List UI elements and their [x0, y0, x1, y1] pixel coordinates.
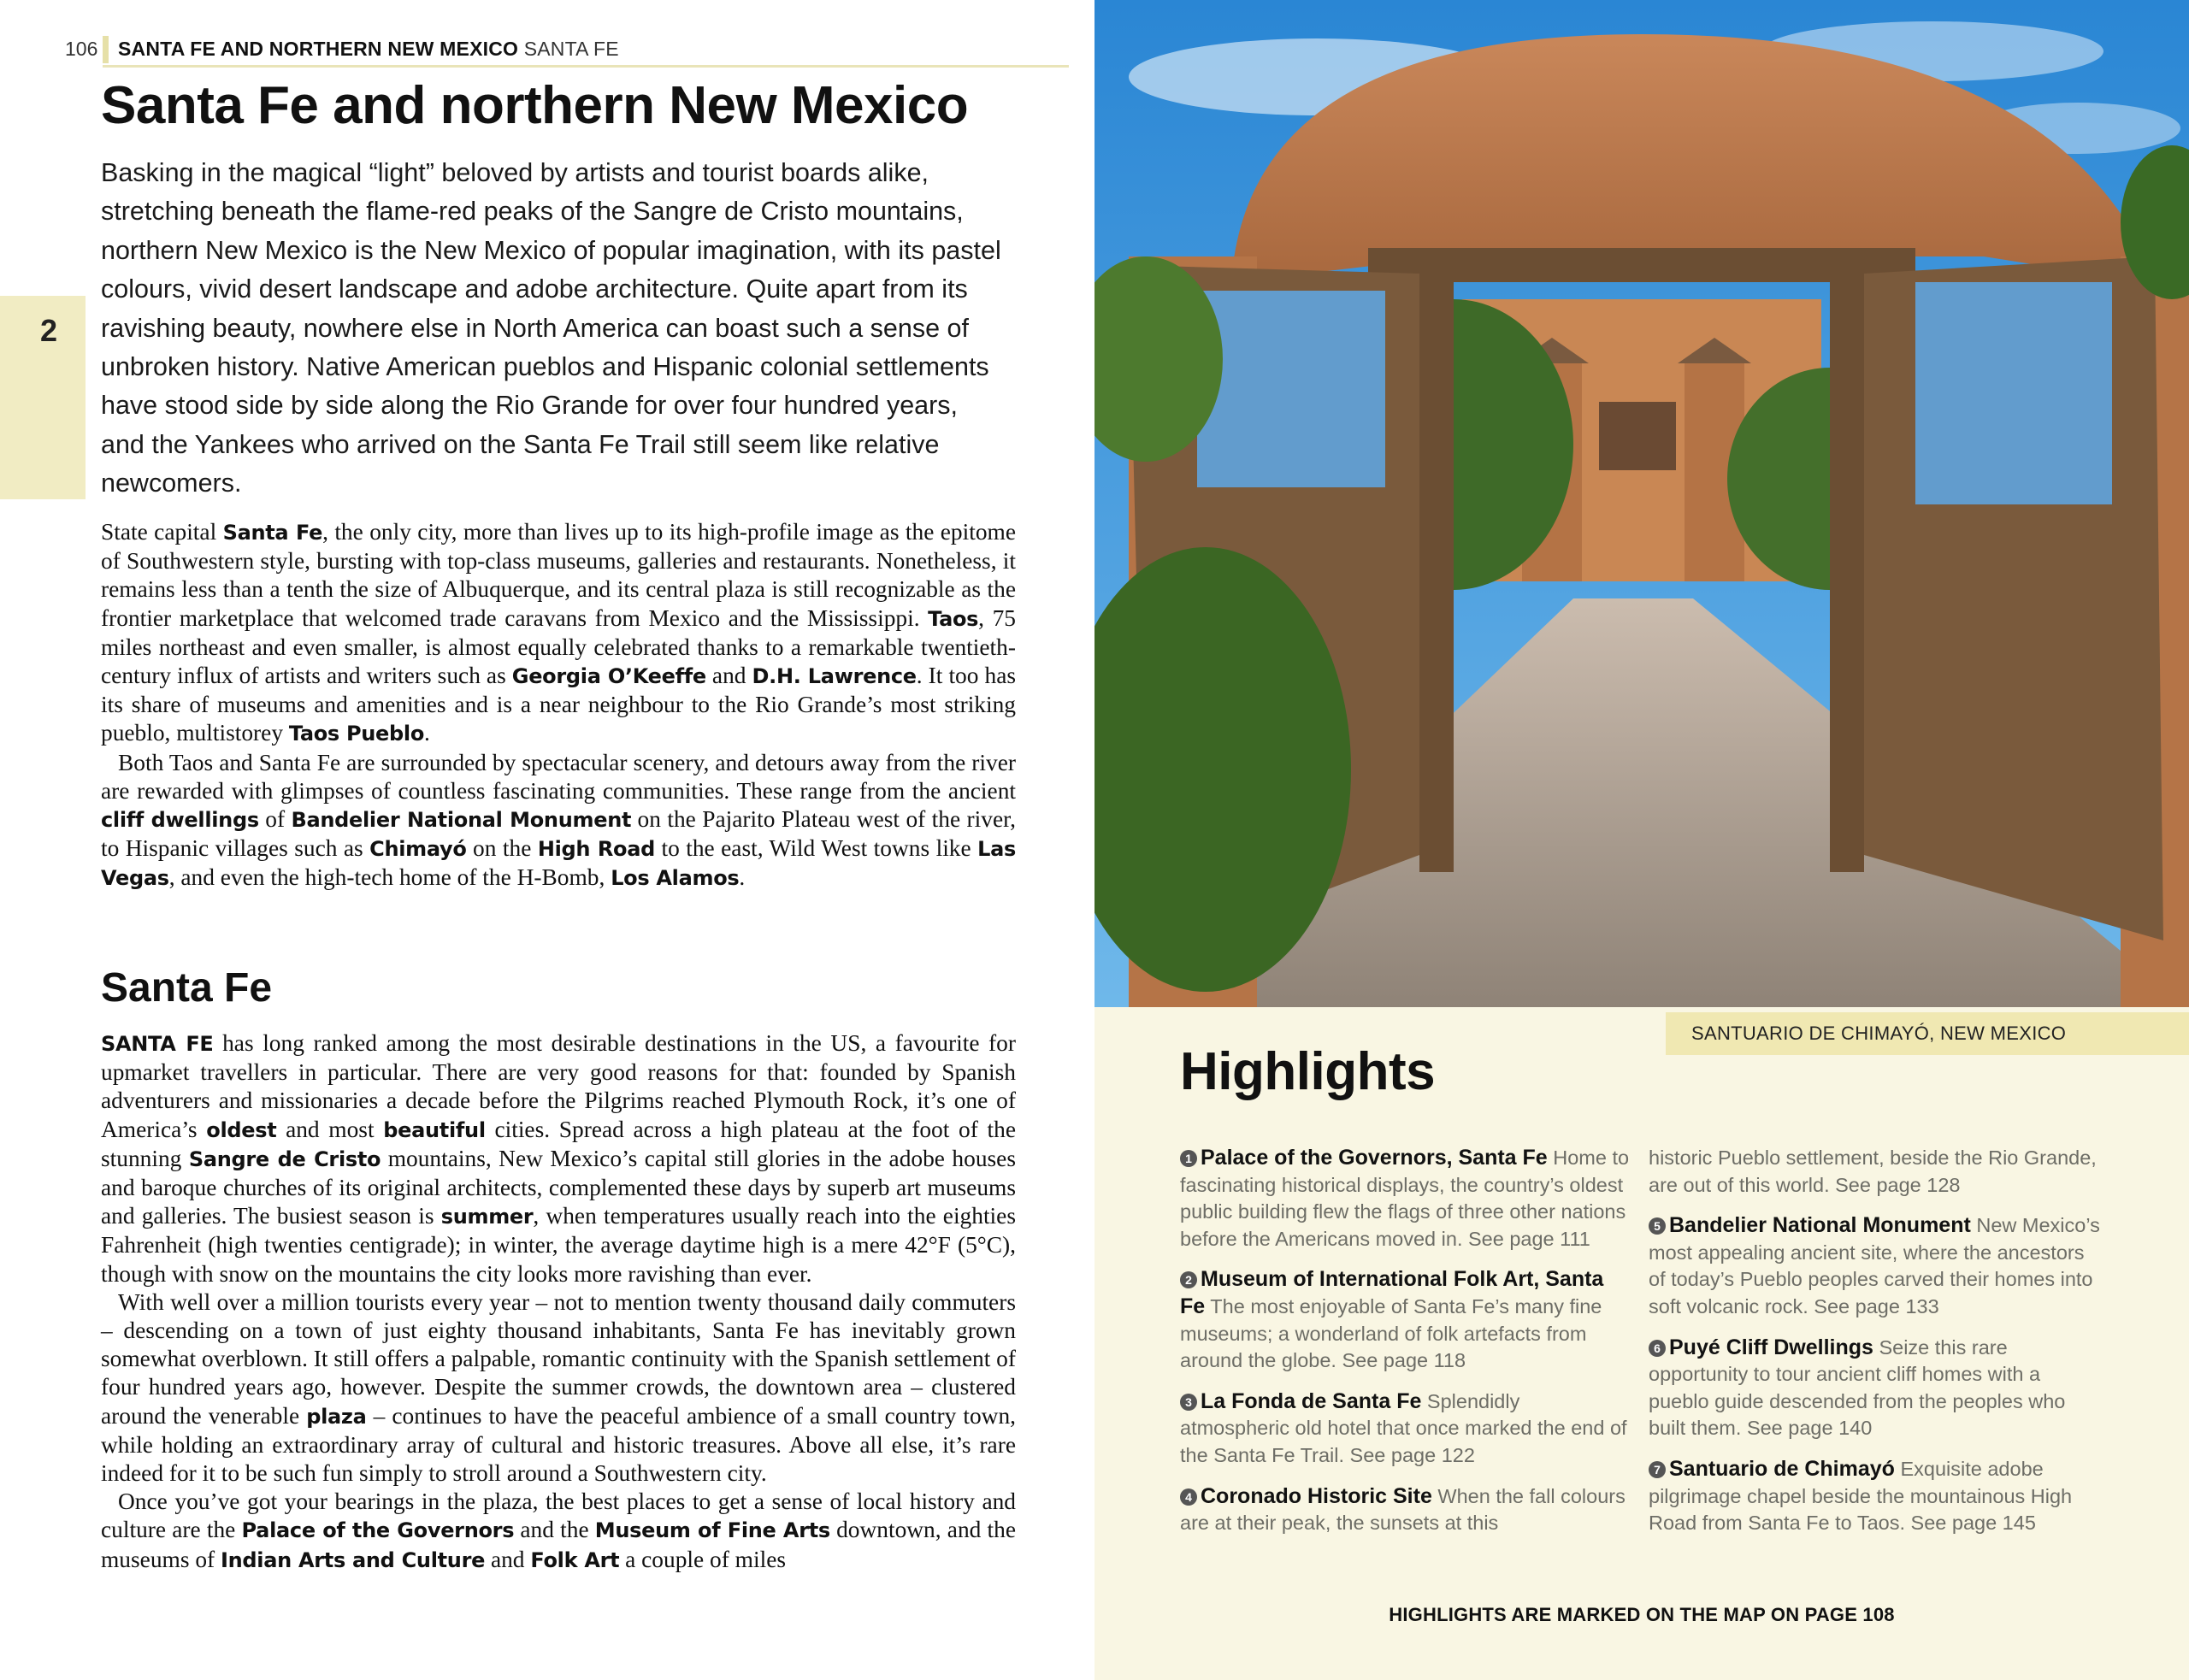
- bold-term: Folk Art: [530, 1547, 620, 1572]
- highlight-name: La Fonda de Santa Fe: [1201, 1388, 1422, 1413]
- bold-term: cliff dwellings: [101, 808, 259, 833]
- highlight-number-6-icon: 6: [1649, 1340, 1666, 1357]
- running-head-title: [118, 38, 619, 61]
- photo-caption-bar: [1666, 1012, 2189, 1055]
- bold-term: beautiful: [383, 1117, 486, 1142]
- highlight-number-1-icon: 1: [1180, 1150, 1197, 1167]
- highlight-number-7-icon: 7: [1649, 1461, 1666, 1478]
- bold-term: SANTA FE: [101, 1032, 214, 1056]
- highlights-column-2: [1649, 1145, 2102, 1551]
- highlight-name: Santuario de Chimayó: [1669, 1456, 1895, 1481]
- highlight-item-4-continued: historic Pueblo settlement, beside the Rio Grande, are out of this world. See page 128: [1649, 1147, 2097, 1196]
- highlight-description: Home to fascinating historical displays, the country’s oldest public building flew the flags of three other nations before the Americans moved in. See page 111: [1180, 1147, 1630, 1250]
- bold-term: Palace of the Governors: [241, 1518, 515, 1543]
- bold-term: Indian Arts and Culture: [221, 1547, 486, 1572]
- photo-illustration: [1094, 0, 2189, 1007]
- running-head-subsection: SANTA FE: [523, 38, 619, 60]
- bold-term: Sangre de Cristo: [188, 1147, 381, 1171]
- highlights-column-1: [1180, 1145, 1633, 1551]
- highlight-description: The most enjoyable of Santa Fe’s many fine museums; a wonderland of folk artefacts from around the globe. See page 118: [1180, 1294, 1602, 1372]
- highlight-item-7: [1649, 1456, 2102, 1537]
- body-text-intro: [101, 518, 1016, 893]
- highlight-description: Splendidly atmospheric old hotel that once marked the end of the Santa Fe Trail. See page 122: [1180, 1389, 1627, 1466]
- bold-term: Los Alamos: [611, 866, 740, 891]
- gate-window-right: [1915, 282, 2112, 504]
- gate-lintel: [1368, 248, 1915, 282]
- highlight-name: Coronado Historic Site: [1201, 1483, 1432, 1508]
- chapter-tab: [0, 296, 86, 499]
- highlight-name: Museum of International Folk Art, Santa Fe: [1180, 1267, 1604, 1318]
- right-page: [1094, 0, 2189, 1680]
- bold-term: Georgia O’Keeffe: [511, 664, 706, 689]
- body-paragraph: Both Taos and Santa Fe are surrounded by spectacular scenery, and detours away from the river are rewarded with glimpses of countless fascinating communities. These range from the ancient cliff dwellings of Bandelier National Monument on the Pajarito Plateau west of the river, to Hispanic villages such as Chimayó on the High Road to the east, Wild West towns like Las Vegas, and even the high-tech home of the H-Bomb, Los Alamos.: [101, 749, 1016, 891]
- body-paragraph: State capital Santa Fe, the only city, more than lives up to its high-profile image as the epitome of Southwestern style, bursting with top-class museums, galleries and restaurants. Nonetheless, it remains less than a tenth the size of Albuquerque, and its central plaza is still recognizable as the frontier marketplace that welcomed trade caravans from Mexico and the Mississippi. Taos, 75 miles northeast and even smaller, is almost equally celebrated thanks to a remarkable twentieth-century influx of artists and writers such as Georgia O’Keeffe and D.H. Lawrence. It too has its share of museums and amenities and is a near neighbour to the Rio Grande’s most striking pueblo, multistorey Taos Pueblo.: [101, 519, 1017, 746]
- body-paragraph: Once you’ve got your bearings in the plaza, the best places to get a sense of local history and culture are the Palace of the Governors and the Museum of Fine Arts downtown, and the museums of Indian Arts and Culture and Folk Art a couple of miles: [101, 1488, 1016, 1572]
- intro-paragraph: Basking in the magical “light” beloved by artists and tourist boards alike, stretching beneath the flame-red peaks of the Sangre de Cristo mountains, northern New Mexico is the New Mexico of popular imagination, with its pastel colours, vivid desert landscape and adobe architecture. Quite apart from its ravishing beauty, nowhere else in North America can boast such a sense of unbroken history. Native American pueblos and Hispanic colonial settlements have stood side by side along the Rio Grande for over four hundred years, and the Yankees who arrived on the Santa Fe Trail still seem like relative newcomers.: [101, 158, 1001, 498]
- body-paragraph: SANTA FE has long ranked among the most desirable destinations in the US, a favourite for upmarket travellers in particular. There are very good reasons for that: founded by Spanish adventurers and missionaries a decade before the Pilgrims reached Plymouth Rock, it’s one of America’s oldest and most beautiful cities. Spread across a high plateau at the foot of the stunning Sangre de Cristo mountains, New Mexico’s capital still glories in the adobe houses and baroque churches of its original architects, complemented these days by superb art museums and galleries. The busiest season is summer, when temperatures usually reach into the eighties Fahrenheit (high twenties centigrade); in winter, the average daytime high is a mere 42°F (5°C), though with snow on the mountains the city looks more ravishing than ever.: [101, 1030, 1016, 1287]
- page-title: Santa Fe and northern New Mexico: [101, 76, 969, 135]
- highlights-title: Highlights: [1180, 1042, 1436, 1101]
- highlight-number-2-icon: 2: [1180, 1271, 1197, 1288]
- gate-post-left: [1419, 256, 1454, 872]
- body-text-santa-fe: [101, 1029, 1016, 1575]
- highlight-number-3-icon: 3: [1180, 1394, 1197, 1411]
- bold-term: Las Vegas: [101, 837, 1016, 891]
- chapter-number: 2: [40, 313, 58, 348]
- highlights-map-note: HIGHLIGHTS ARE MARKED ON THE MAP ON PAGE 108: [1389, 1604, 1895, 1625]
- church-balcony: [1599, 402, 1676, 470]
- highlight-item-4: [1180, 1483, 1633, 1537]
- bold-term: Taos Pueblo: [288, 722, 425, 746]
- highlight-number-4-icon: 4: [1180, 1488, 1197, 1506]
- highlight-name: Puyé Cliff Dwellings: [1669, 1335, 1873, 1359]
- bold-term: Chimayó: [369, 837, 467, 862]
- highlight-item-5: [1649, 1212, 2102, 1320]
- highlight-description: New Mexico’s most appealing ancient site, where the ancestors of today’s Pueblo peoples carved their homes into soft volcanic rock. See page 133: [1649, 1214, 2100, 1317]
- photo-santuario-de-chimayo: [1094, 0, 2189, 1007]
- bold-term: plaza: [306, 1404, 367, 1429]
- highlight-description: Seize this rare opportunity to tour ancient cliff homes with a pueblo guide descended from the peoples who built them. See page 140: [1649, 1335, 2066, 1440]
- highlight-item-3: [1180, 1388, 1633, 1470]
- section-heading-santa-fe: Santa Fe: [101, 965, 273, 1011]
- highlight-item-2: [1180, 1266, 1633, 1374]
- running-head-bar: [103, 36, 109, 63]
- bold-term: Museum of Fine Arts: [594, 1518, 830, 1543]
- bold-term: Taos: [928, 606, 979, 631]
- gate-window-left: [1197, 291, 1385, 487]
- running-head-rule: [103, 65, 1069, 68]
- running-head: [58, 36, 1009, 65]
- bold-term: summer: [440, 1205, 534, 1229]
- bold-term: Bandelier National Monument: [291, 808, 632, 833]
- gate-post-right: [1830, 256, 1864, 872]
- highlight-name: Bandelier National Monument: [1669, 1213, 1971, 1238]
- bold-term: oldest: [206, 1117, 277, 1142]
- page-number: 106: [65, 38, 98, 60]
- highlight-description: When the fall colours are at their peak, the sunsets at this: [1180, 1484, 1626, 1535]
- running-head-section: SANTA FE AND NORTHERN NEW MEXICO: [118, 38, 519, 60]
- highlight-number-5-icon: 5: [1649, 1217, 1666, 1235]
- body-paragraph: With well over a million tourists every year – not to mention twenty thousand daily commuters – descending on a town of just eighty thousand inhabitants, Santa Fe has inevitably grown somewhat overblown. It still offers a palpable, romantic continuity with the Spanish settlement of four hundred years ago, however. Despite the summer crowds, the downtown area – clustered around the venerable plaza – continues to have the peaceful ambience of a small country town, while holding an extraordinary array of cultural and historic treasures. Above all else, it’s rare indeed for it to be such fun simply to stroll around a Southwestern city.: [101, 1288, 1016, 1487]
- highlight-item-6: [1649, 1335, 2102, 1442]
- highlight-description: Exquisite adobe pilgrimage chapel beside the mountainous High Road from Santa Fe to Taos. See page 145: [1649, 1457, 2073, 1535]
- bold-term: High Road: [537, 837, 655, 862]
- photo-caption: SANTUARIO DE CHIMAYÓ, NEW MEXICO: [1691, 1023, 2067, 1044]
- highlight-item-1: [1180, 1145, 1633, 1253]
- bold-term: Santa Fe: [222, 521, 323, 545]
- highlight-name: Palace of the Governors, Santa Fe: [1201, 1146, 1548, 1170]
- left-page: [0, 0, 1094, 1680]
- bold-term: D.H. Lawrence: [752, 664, 917, 689]
